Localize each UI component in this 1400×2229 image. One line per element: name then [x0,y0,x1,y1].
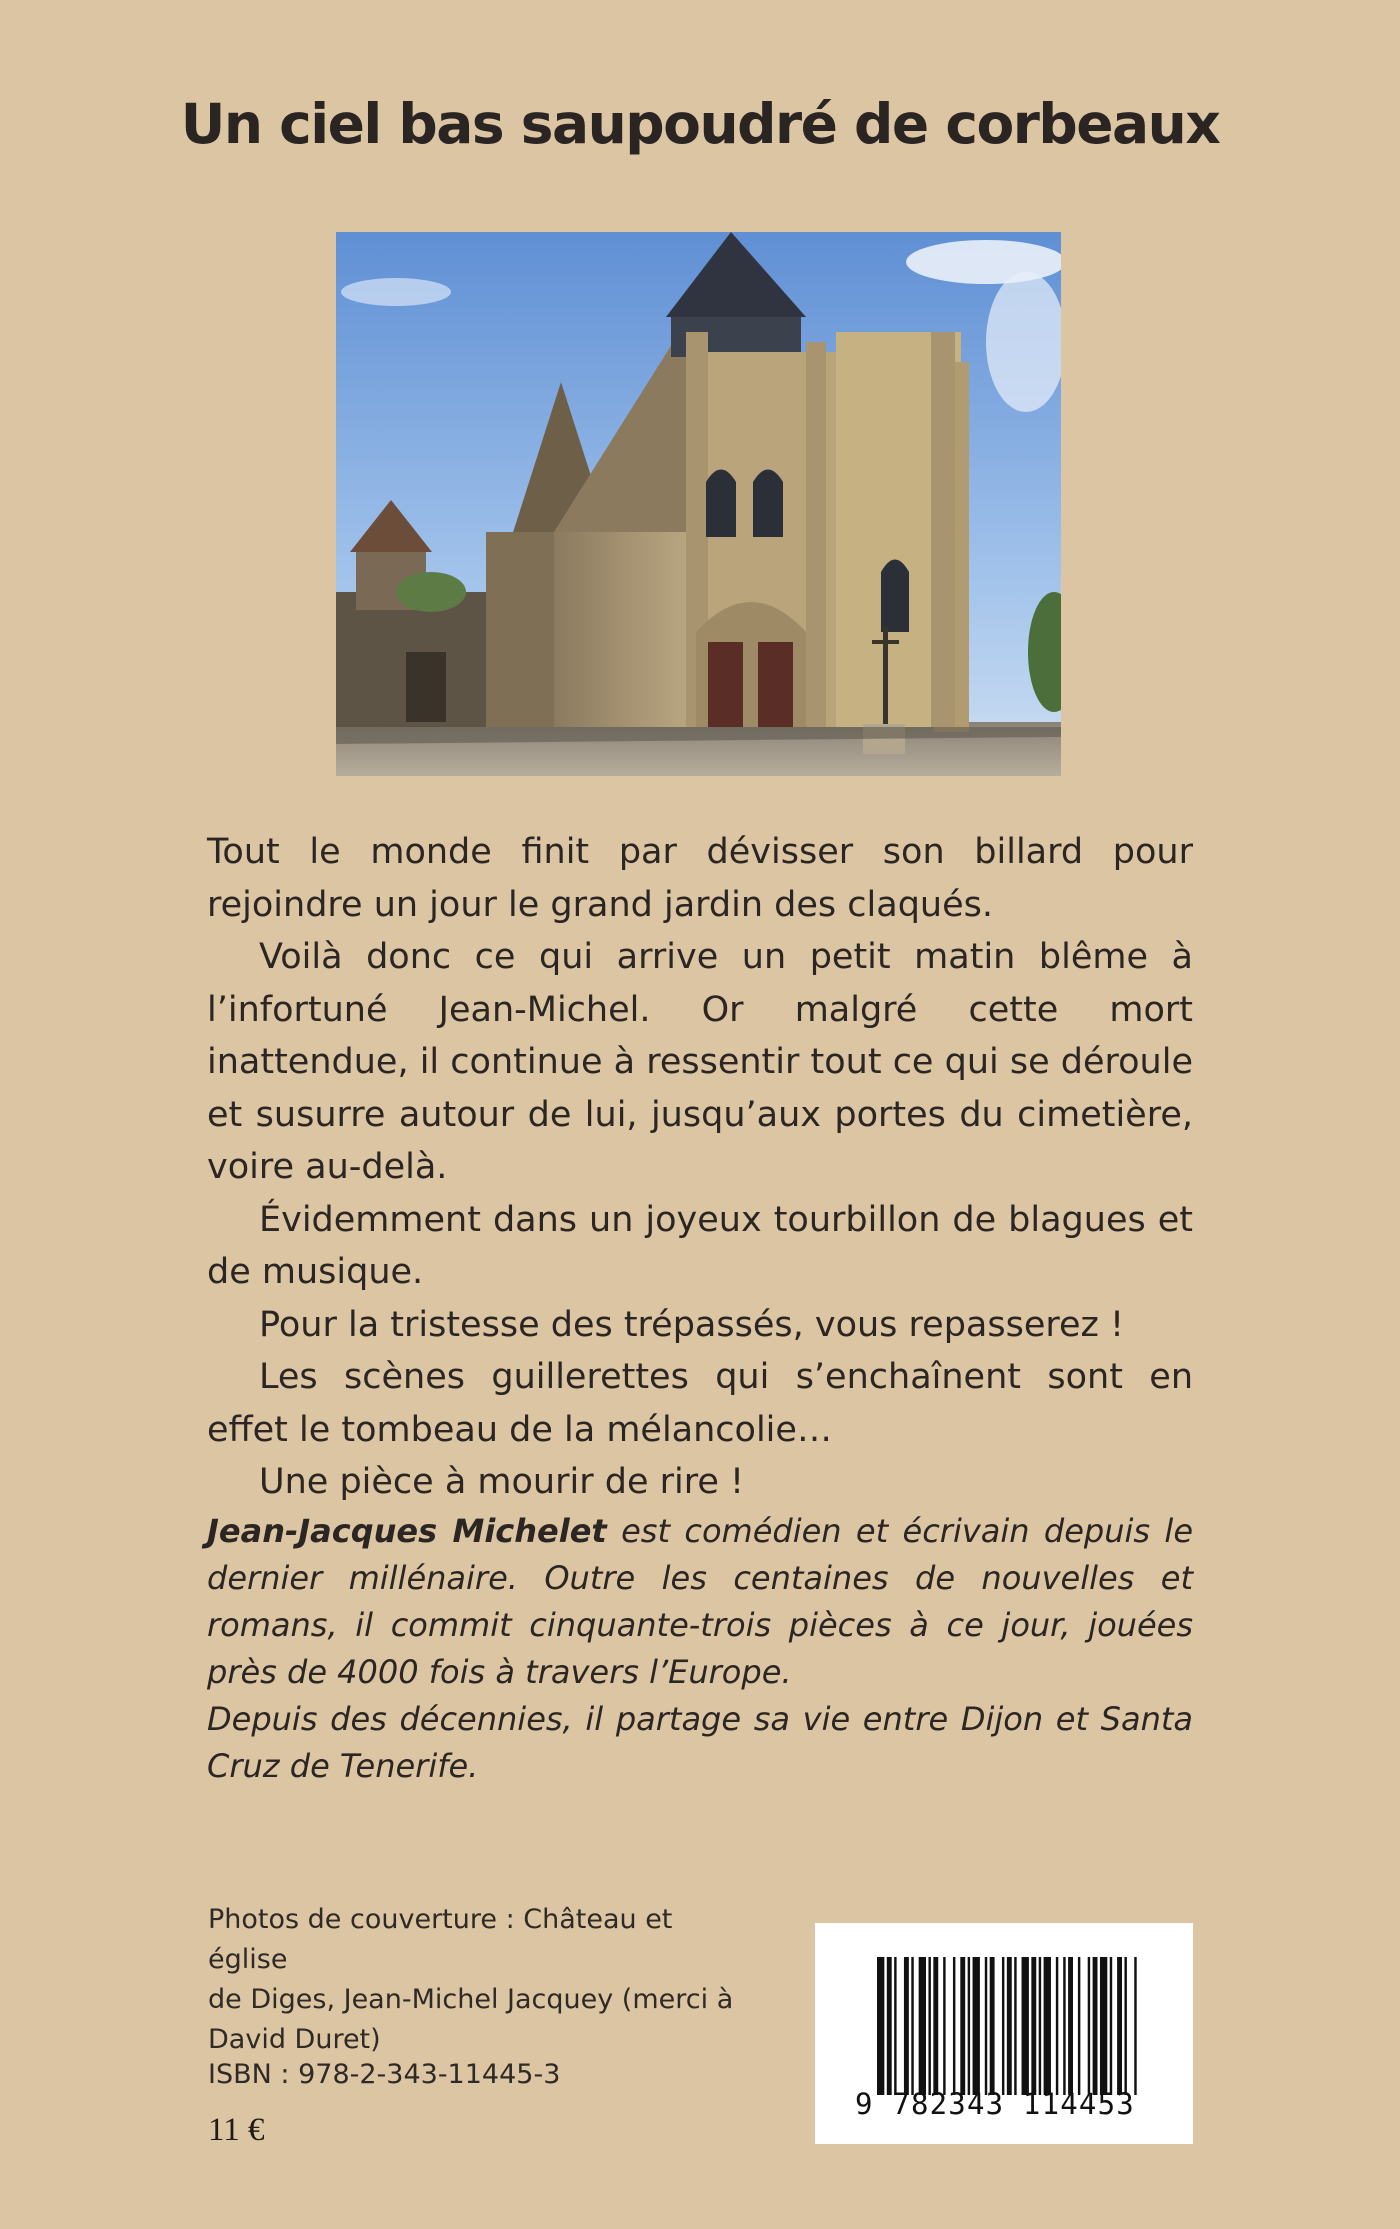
back-cover-blurb [207,826,1193,1509]
blurb-paragraph: Pour la tristesse des trépassés, vous repasserez ! [259,1304,1125,1345]
blurb-paragraph: Une pièce à mourir de rire ! [259,1462,745,1502]
book-title: Un ciel bas saupoudré de corbeaux [180,92,1220,156]
cover-photo-church [336,232,1061,776]
author-bio-text: est comédien et écrivain depuis le dernier millénaire. Outre les centaines de nouvelles et romans, il commit cinquante-trois pièces à ce jour, jouées près de 4000 fois à travers l’Europe. [207,1512,1194,1691]
author-name: Jean-Jacques Michelet [207,1512,607,1550]
church-illustration [336,232,1061,776]
price: 11 € [208,2112,265,2148]
author-bio-text-2: Depuis des décennies, il partage sa vie entre Dijon et Santa Cruz de Tenerife. [207,1700,1193,1785]
blurb-paragraph: Les scènes guillerettes qui s’enchaînent sont en effet le tombeau de la mélancolie… [207,1357,1193,1450]
credits-line: de Diges, Jean-Michel Jacquey (merci à [208,1984,734,2015]
blurb-paragraph: Voilà donc ce qui arrive un petit matin blême à l’infortuné Jean-Michel. Or malgré cette mort inattendue, il continue à ressentir tout ce qui se déroule et susurre autour de lui, jusqu’aux portes du cimetière, voire au-delà. [207,937,1193,1187]
credits-line: Photos de couverture : Château et église [208,1904,673,1975]
blurb-paragraph: Évidemment dans un joyeux tourbillon de blagues et de musique. [207,1199,1193,1292]
isbn: ISBN : 978-2-343-11445-3 [208,2059,561,2090]
photo-credits [208,1900,748,2060]
barcode-digits: 9 782343 114453 [855,2087,1135,2121]
author-bio [207,1508,1193,1790]
barcode [815,1923,1193,2144]
blurb-paragraph: Tout le monde finit par dévisser son billard pour rejoindre un jour le grand jardin des claqués. [207,832,1193,925]
credits-line: David Duret) [208,2024,381,2055]
